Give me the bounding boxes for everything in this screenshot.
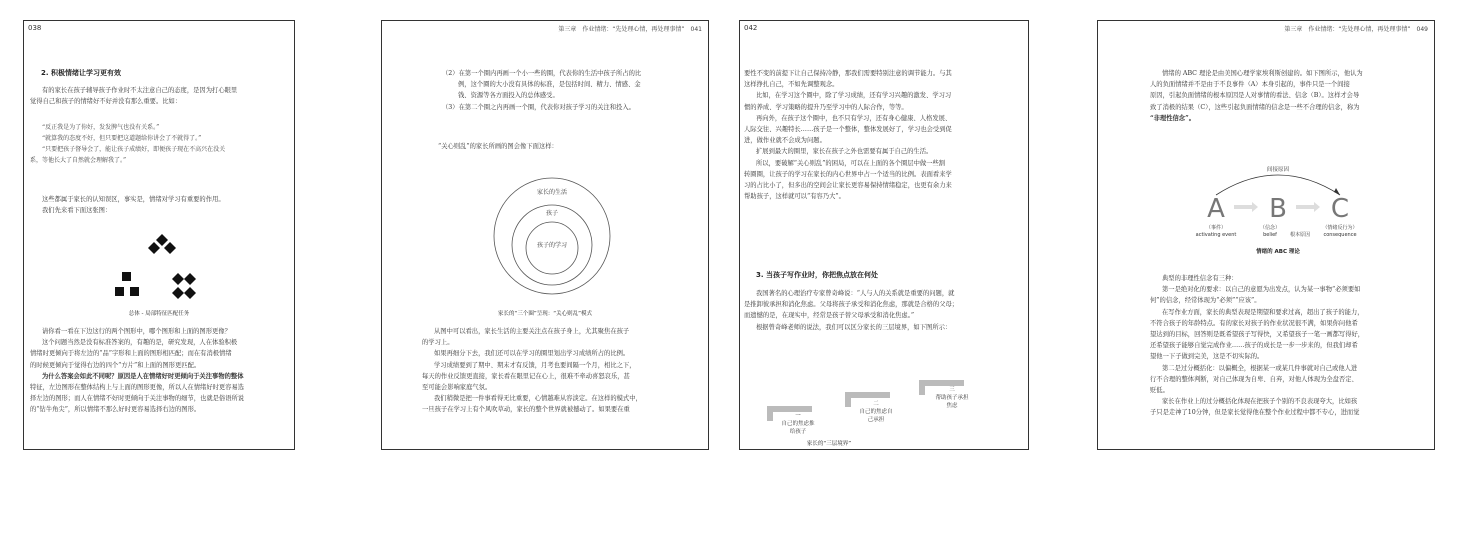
numbered-items bbox=[442, 68, 694, 113]
text-line: （2）在第一个圈内再画一个小一些的圈，代表你的生活中孩子所占的比 bbox=[442, 70, 642, 77]
text-line: 进，做作业就不会成为问题。 bbox=[744, 137, 826, 145]
middle-circle-label: 孩子 bbox=[545, 210, 559, 217]
text-line: 是推卸彼承担和消化焦虑。父母将孩子承受和消化焦虑，那就是合格的父母； bbox=[744, 301, 959, 309]
text-line: 惯的养成、学习策略的提升乃至学习中的人际合作，等等。 bbox=[744, 103, 908, 111]
text-line: 比如，在学习这个圈中，除了学习成绩，还有学习兴趣的激发、学习习 bbox=[756, 92, 952, 100]
diamond-shape bbox=[164, 242, 176, 254]
diamond-shape bbox=[172, 287, 184, 299]
step-1-number: 一 bbox=[795, 413, 801, 419]
quote-line: “反正我是为了你好，发发脾气也没有关系。” bbox=[42, 124, 160, 131]
text-line: 致了消极的结果（C），这些引起负面情绪的信念是一些不合理的信念，称为 bbox=[1150, 103, 1360, 111]
text-line: 请你看一看在下边这行的两个图形中，哪个图形和上面的图形更像？ bbox=[42, 328, 231, 335]
text-line: 转圈圈，让孩子的学习在家长的内心世界中占一个适当的比例。表面看来学 bbox=[744, 170, 952, 178]
step-3-line: 焦虑 bbox=[946, 403, 958, 409]
text-line: 情绪时更倾向于将左边的“品”字形和上面的图形相匹配；而在有消极情绪 bbox=[30, 350, 232, 358]
text-line: 每天的作业反馈更直接，家长看在眼里记在心上，很难不牵动喜怒哀乐，甚 bbox=[422, 372, 630, 380]
a-en-label: activating event bbox=[1195, 232, 1237, 238]
square-shape bbox=[130, 287, 139, 296]
text-line: 我们稍微是把一件事看得无比重要，心情越难从容淡定。在这样的模式中， bbox=[434, 395, 642, 403]
step-3 bbox=[922, 383, 964, 395]
a-cn-label: （事件） bbox=[1205, 225, 1227, 231]
section-title: 2. 积极情绪让学习更有效 bbox=[41, 69, 121, 77]
text-line: 为什么答案会如此不同呢？原因是人在情绪好时更倾向于关注事物的整体 bbox=[42, 372, 244, 380]
text-line: 有的家长在孩子辅导孩子作业时不太注意自己的态度，是因为打心眼里 bbox=[42, 87, 238, 94]
step-1-line: 自己的焦虑推 bbox=[781, 421, 815, 427]
text-line: 不符合孩子的年龄特点。有的家长对孩子的作业状况很不满，如果你问他希 bbox=[1150, 319, 1358, 327]
diamond-shape bbox=[172, 273, 184, 285]
letter-b: B bbox=[1269, 194, 1287, 224]
text-line: 子只是走神了10分钟，但是家长觉得他在整个作业过程中都不专心，进而觉 bbox=[1150, 409, 1360, 417]
text-line: 如果再细分下去，我们还可以在学习的圈里划出学习成绩所占的比例。 bbox=[434, 350, 630, 358]
book-page-041 bbox=[381, 20, 709, 450]
text-line: 典型的非理性信念有三种： bbox=[1162, 275, 1238, 282]
letter-a: A bbox=[1207, 194, 1225, 224]
text-line: “关心则乱”的家长所画的图会像下面这样： bbox=[438, 143, 558, 150]
text-line: “非理性信念”。 bbox=[1150, 114, 1196, 122]
text-line: 第一是绝对化的要求：以自己的意愿为出发点，认为某一事物“必须要如 bbox=[1162, 286, 1361, 294]
body-paragraphs bbox=[1150, 273, 1408, 419]
step-2 bbox=[848, 395, 890, 407]
outer-circle-label: 家长的生活 bbox=[536, 189, 568, 196]
text-line: 何”的信念，经常体现为“必须”“应该”。 bbox=[1150, 297, 1261, 305]
text-line: 在写作业方面，家长的典型表现是期望和要求过高，超出了孩子的能力， bbox=[1162, 308, 1364, 316]
running-header: 第三章 作业情绪：“先处理心情，再处理事情” 049 bbox=[1284, 26, 1428, 33]
text-line: 例，这个圈的大小没有具体的标准，是包括时间、精力、情感、金 bbox=[458, 81, 641, 89]
figure-caption: 家长的“三层境界” bbox=[806, 441, 852, 447]
abc-theory-diagram bbox=[1188, 161, 1368, 261]
step-2-number: 二 bbox=[873, 401, 879, 407]
diamond-shape bbox=[148, 242, 160, 254]
text-line: 择左边的图形；而人在情绪不好时更倾向于关注事物的细节，也就是俗语所说 bbox=[30, 395, 245, 403]
text-line: 觉得自己和孩子的情绪好不好并没有那么重要。比如： bbox=[30, 98, 182, 106]
letter-c: C bbox=[1330, 194, 1350, 224]
diamond-shape bbox=[184, 273, 196, 285]
indirect-cause-label: 间接原因 bbox=[1266, 167, 1290, 173]
arrow-b-to-c bbox=[1296, 202, 1320, 212]
text-line: 帮助孩子，这样就可以“有容乃大”。 bbox=[744, 193, 845, 201]
text-line: 所以，要破解“关心则乱”的困局，可以在上面的各个圈层中做一些割 bbox=[756, 159, 946, 167]
book-page-049 bbox=[1097, 20, 1435, 450]
indirect-arrow bbox=[1216, 175, 1340, 195]
page-number: 038 bbox=[28, 24, 42, 32]
text-line: 这个问题当然是没有标准答案的，有趣的是，研究发现，人在体验积极 bbox=[42, 339, 238, 347]
figure-caption: 情绪的 ABC 理论 bbox=[1256, 249, 1300, 255]
figure-caption: 总体 - 局部特征匹配任务 bbox=[128, 311, 190, 317]
mid-paragraphs bbox=[744, 288, 1020, 333]
diamond-shape bbox=[156, 234, 168, 246]
text-line: 根据曾奇峰老师的说法，我们可以区分家长的三层境界，如下图所示： bbox=[756, 323, 952, 331]
three-circles-diagram bbox=[492, 161, 612, 311]
quote-line: 系，等他长大了自然就会理解我了。” bbox=[30, 157, 127, 164]
book-page-038 bbox=[23, 20, 295, 450]
b-en-label: belief bbox=[1263, 232, 1277, 238]
text-line: 人际交往、兴趣特长……孩子是一个整体，整体发展好了，学习也会受到促 bbox=[744, 126, 952, 134]
lead-text bbox=[438, 141, 700, 152]
text-line: 行不合理的整体判断，对自己体现为自卑、自弃，对他人体现为全盘否定、 bbox=[1150, 375, 1358, 383]
step-3-line: 帮助孩子承担 bbox=[935, 395, 969, 401]
text-line: 而遗憾的是，在现实中，经常是孩子替父母承受和消化焦虑。” bbox=[744, 312, 915, 320]
inner-circle-label: 孩子的学习 bbox=[536, 242, 568, 249]
text-line: 扩展到最大的圈里，家长在孩子之外也需要有属于自己的生活。 bbox=[756, 148, 933, 156]
quote-line: “就算我的态度不好，但只要把这道题给你讲会了不就得了。” bbox=[42, 135, 202, 142]
c-cn-label: （情绪反行为） bbox=[1322, 225, 1358, 231]
text-line: 情绪的 ABC 理论是由美国心理学家埃利斯创建的。如下图所示，他认为 bbox=[1162, 70, 1363, 77]
section-title: 3. 当孩子写作业时，你把焦点放在何处 bbox=[756, 271, 878, 279]
root-cause-label: 根本原因 bbox=[1289, 232, 1311, 238]
arrow-a-to-b bbox=[1234, 202, 1258, 212]
text-line: 至可能会影响家庭气氛。 bbox=[422, 384, 492, 392]
text-line: 我国著名的心理治疗专家曾奇峰说：“人与人的关系就是重要的问题，就 bbox=[756, 290, 955, 297]
text-line: （3）在第二个圈之内再画一个圈，代表你对孩子学习的关注和投入。 bbox=[442, 103, 635, 111]
quote-block bbox=[30, 122, 286, 166]
book-page-042 bbox=[739, 20, 1029, 450]
top-paragraphs bbox=[744, 68, 1020, 202]
text-line: 第二是过分概括化：以偏概全，根据某一或某几件事就对自己或他人进 bbox=[1162, 364, 1358, 372]
text-line: 学习成绩要到了期中、期末才有反馈，月考也要间隔一个月，相比之下， bbox=[434, 361, 636, 369]
intro-paragraph bbox=[30, 85, 286, 107]
text-line: 的“钻牛角尖”，所以情绪不那么好时更容易选择右边的图形。 bbox=[30, 406, 201, 414]
diamond-shape bbox=[184, 287, 196, 299]
text-line: 一旦孩子在学习上有个风吹草动，家长的整个世界就被撼动了。如果要在重 bbox=[422, 406, 630, 414]
text-line: 的时候更倾向于觉得右边的四个“方片”和上面的图形更匹配。 bbox=[30, 361, 201, 369]
text-line: 贬低。 bbox=[1150, 387, 1169, 395]
text-line: 还希望孩子能够自觉完成作业……孩子的成长是一步一步来的，但我们却希 bbox=[1150, 342, 1358, 350]
shape-matching-figure bbox=[24, 226, 295, 306]
square-shape bbox=[122, 272, 131, 281]
page-number: 042 bbox=[744, 24, 758, 32]
text-line: 钱、资源等各方面投入的总体感受。 bbox=[458, 92, 559, 100]
running-header: 第三章 作业情绪：“先处理心情，再处理事情” 041 bbox=[558, 26, 702, 33]
step-3-number: 三 bbox=[949, 387, 955, 393]
figure-caption: 家长的“三个圈”呈现：“关心则乱”模式 bbox=[498, 311, 592, 317]
text-line: 从图中可以看出，家长生活的主要关注点在孩子身上，尤其聚焦在孩子 bbox=[434, 328, 630, 335]
b-cn-label: （信念） bbox=[1259, 225, 1281, 231]
text-line: 家长在作业上的过分概括化体现在把孩子个别的不良表现夸大，比如孩 bbox=[1162, 398, 1358, 406]
body-paragraphs bbox=[30, 326, 286, 416]
square-shape bbox=[115, 287, 124, 296]
text-line: 我们先来看下面这张图： bbox=[42, 207, 112, 215]
text-line: 望达到的目标，回答则是既希望孩子写得快，又希望孩子一笔一画都写得好， bbox=[1150, 331, 1365, 339]
step-2-line: 自己的焦虑自 bbox=[859, 409, 893, 415]
step-2-line: 己承担 bbox=[867, 417, 885, 423]
step-1-line: 给孩子 bbox=[789, 429, 807, 435]
three-levels-diagram bbox=[760, 361, 1010, 450]
quote-line: “只要把孩子督导会了，能让孩子成绩好，即便孩子现在不高兴在没关 bbox=[42, 146, 226, 153]
text-line: 这些都属于家长的认知误区，事实是，情绪对学习有重要的作用。 bbox=[42, 196, 225, 203]
step-1 bbox=[770, 409, 812, 421]
text-line: 这样挣扎自己，不如先调整观念。 bbox=[744, 81, 839, 89]
body-paragraphs bbox=[422, 326, 694, 416]
intro-paragraph bbox=[1150, 68, 1408, 124]
mid-paragraph bbox=[30, 194, 286, 216]
text-line: 人的负面情绪并不是由于不良事件（A）本身引起的，事件只是一个间接 bbox=[1150, 81, 1350, 89]
text-line: 望他一下子做到完美，这是不切实际的。 bbox=[1150, 353, 1264, 361]
text-line: 原因，引起负面情绪的根本原因是人对事情的看法、信念（B）。这样才会导 bbox=[1150, 92, 1360, 100]
text-line: 要性不变的前提下让自己保持冷静，那我们需要特别注意的调节能力。与其 bbox=[744, 70, 952, 77]
text-line: 习的占比小了，但多出的空间会让家长更容易保持情绪稳定，也更有余力来 bbox=[744, 182, 952, 190]
text-line: 的学习上。 bbox=[422, 339, 454, 347]
text-line: 特征，左边图形在整体结构上与上面的图形更像，所以人在情绪好时更容易选 bbox=[30, 384, 245, 392]
c-en-label: consequence bbox=[1323, 232, 1357, 238]
text-line: 再向外，在孩子这个圈中，也不只有学习，还有身心健康、人格发展、 bbox=[756, 114, 952, 122]
